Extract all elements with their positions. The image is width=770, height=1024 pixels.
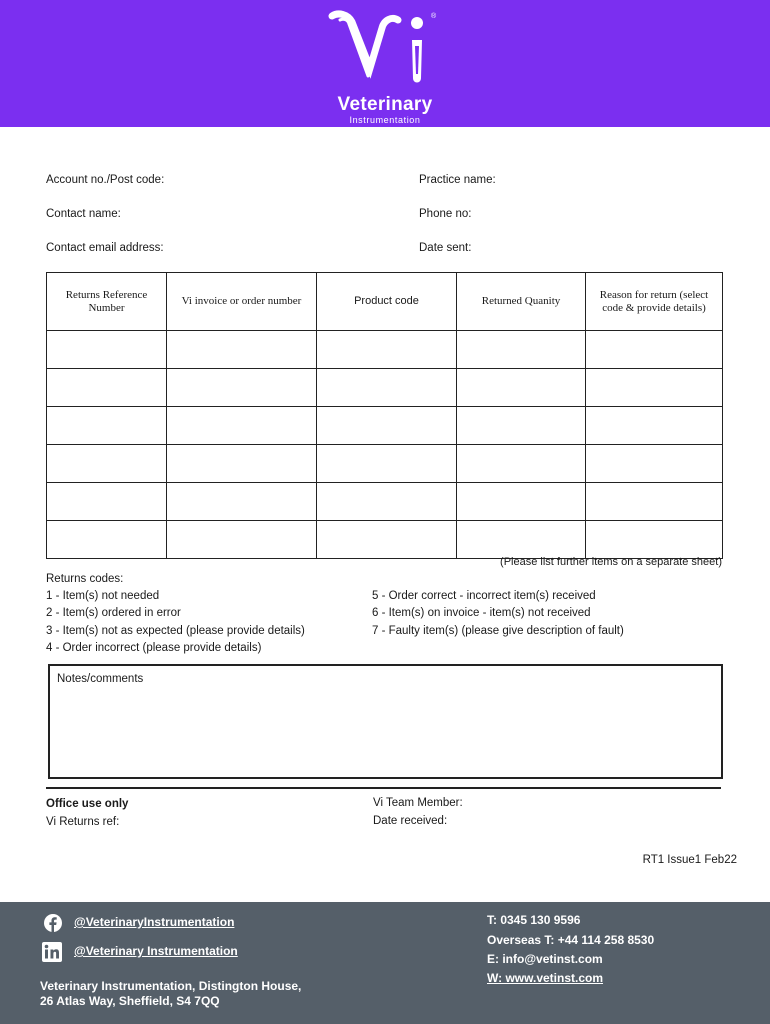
- col-returns-reference: Returns Reference Number: [47, 273, 167, 331]
- table-cell[interactable]: [586, 483, 723, 521]
- table-cell[interactable]: [317, 369, 457, 407]
- svg-text:®: ®: [431, 13, 437, 20]
- table-cell[interactable]: [457, 483, 586, 521]
- date-sent-field-label: Date sent:: [419, 242, 472, 254]
- col-reason: Reason for return (select code & provide details): [586, 273, 723, 331]
- table-cell[interactable]: [317, 521, 457, 559]
- table-cell[interactable]: [457, 331, 586, 369]
- table-cell[interactable]: [167, 331, 317, 369]
- table-cell[interactable]: [317, 331, 457, 369]
- brand-subtitle: Instrumentation: [349, 115, 421, 125]
- table-cell[interactable]: [47, 407, 167, 445]
- col-invoice-number: Vi invoice or order number: [167, 273, 317, 331]
- return-code-item: 1 - Item(s) not needed: [46, 590, 160, 602]
- table-cell[interactable]: [586, 521, 723, 559]
- table-row: [47, 407, 723, 445]
- table-row: [47, 445, 723, 483]
- facebook-icon: [44, 914, 62, 937]
- table-cell[interactable]: [317, 483, 457, 521]
- table-cell[interactable]: [457, 369, 586, 407]
- email-field-label: Contact email address:: [46, 242, 164, 254]
- table-cell[interactable]: [167, 445, 317, 483]
- table-cell[interactable]: [586, 369, 723, 407]
- address-line-1: Veterinary Instrumentation, Distington House,: [40, 979, 302, 993]
- table-cell[interactable]: [47, 445, 167, 483]
- table-cell[interactable]: [167, 369, 317, 407]
- table-cell[interactable]: [586, 445, 723, 483]
- notes-label: Notes/comments: [57, 673, 144, 685]
- overseas-telephone: Overseas T: +44 114 258 8530: [487, 933, 655, 947]
- facebook-link[interactable]: @VeterinaryInstrumentation: [74, 915, 235, 929]
- linkedin-icon: [42, 942, 62, 967]
- return-code-item: 4 - Order incorrect (please provide details): [46, 642, 262, 654]
- table-cell[interactable]: [167, 407, 317, 445]
- table-cell[interactable]: [47, 369, 167, 407]
- issue-reference: RT1 Issue1 Feb22: [642, 854, 737, 866]
- table-cell[interactable]: [457, 521, 586, 559]
- returns-codes-title: Returns codes:: [46, 573, 124, 585]
- table-cell[interactable]: [47, 483, 167, 521]
- table-row: [47, 369, 723, 407]
- col-returned-quantity: Returned Quanity: [457, 273, 586, 331]
- divider: [46, 787, 721, 789]
- table-cell[interactable]: [317, 445, 457, 483]
- phone-field-label: Phone no:: [419, 208, 472, 220]
- separate-sheet-note: (Please list further items on a separate sheet): [500, 556, 722, 568]
- table-row: [47, 521, 723, 559]
- table-cell[interactable]: [167, 521, 317, 559]
- table-cell[interactable]: [586, 407, 723, 445]
- table-header-row: [47, 273, 723, 331]
- table-cell[interactable]: [457, 445, 586, 483]
- return-code-item: 2 - Item(s) ordered in error: [46, 607, 181, 619]
- return-code-item: 3 - Item(s) not as expected (please provide details): [46, 625, 305, 637]
- office-use-title: Office use only: [46, 798, 129, 810]
- date-received-label: Date received:: [373, 815, 448, 827]
- brand-name: Veterinary: [337, 94, 433, 115]
- table-cell[interactable]: [317, 407, 457, 445]
- col-product-code: Product code: [317, 273, 457, 331]
- address-line-2: 26 Atlas Way, Sheffield, S4 7QQ: [40, 994, 220, 1008]
- returns-table: [46, 272, 723, 559]
- notes-comments-box[interactable]: [48, 664, 723, 779]
- return-code-item: 7 - Faulty item(s) (please give description of fault): [372, 625, 624, 637]
- account-field-label: Account no./Post code:: [46, 174, 165, 186]
- header-banner: [0, 0, 770, 127]
- vi-logo-mark: [318, 6, 452, 96]
- table-row: [47, 331, 723, 369]
- table-cell[interactable]: [47, 331, 167, 369]
- footer: [0, 902, 770, 1024]
- table-cell[interactable]: [167, 483, 317, 521]
- table-row: [47, 483, 723, 521]
- return-code-item: 5 - Order correct - incorrect item(s) received: [372, 590, 596, 602]
- linkedin-link[interactable]: @Veterinary Instrumentation: [74, 944, 238, 958]
- website-link[interactable]: W: www.vetinst.com: [487, 971, 604, 985]
- table-cell[interactable]: [457, 407, 586, 445]
- team-member-label: Vi Team Member:: [373, 797, 463, 809]
- telephone: T: 0345 130 9596: [487, 913, 581, 927]
- practice-field-label: Practice name:: [419, 174, 496, 186]
- table-cell[interactable]: [586, 331, 723, 369]
- company-logo: [318, 6, 452, 125]
- return-code-item: 6 - Item(s) on invoice - item(s) not received: [372, 607, 591, 619]
- email-address[interactable]: E: info@vetinst.com: [487, 952, 603, 966]
- returns-ref-label: Vi Returns ref:: [46, 816, 120, 828]
- contact-field-label: Contact name:: [46, 208, 121, 220]
- table-cell[interactable]: [47, 521, 167, 559]
